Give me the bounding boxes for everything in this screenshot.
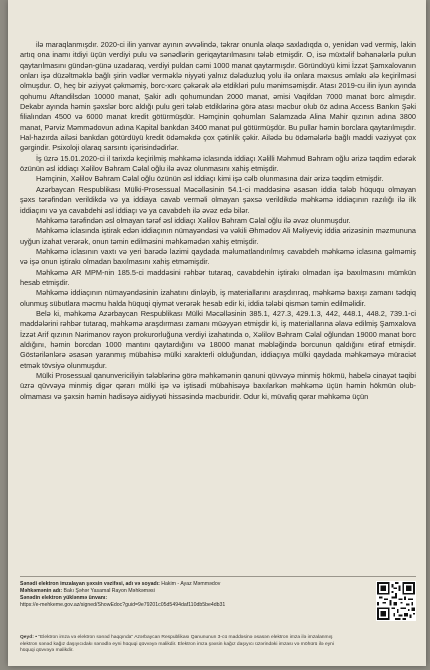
paragraph: Həmçinin, Xəlilov Bəhram Cəlal oğlu özünün əsl iddiaçı kimi işə cəlb olunmasına dair ərizə təqdim etmişdir. [36,174,384,184]
e-signature-footer [20,576,416,665]
paragraph: Məhkəmə tərəfindən əsl olmayan tərəf əsl iddiaçı Xəlilov Bəhram Cəlal oğlu ilə əvəz olunmuşdur. [36,215,351,225]
link-label: Sənədin elektron yüklənmə ünvanı: [20,595,108,601]
signature-meta [20,581,340,609]
paragraph: Azərbaycan Respublikası Mülki-Prosessual Məcəlləsinin 54.1-ci maddəsinə əsasən iddia tələb hüququ olmayan şəxs tərəfindən verildikdə və ya iddiaya cavab verməli olmayan şəxsə verildikdə məhkəmə iddiaçının razılığı ilə ilk iddiaçını və ya cavabdehi əsl iddiaçı və ya cavabdeh ilə əvəz edə bilər. [20,184,416,215]
paragraph: ilə maraqlanmışdır. 2020-ci ilin yanvar ayının əvvəlində, təkrar onunla əlaqə saxladıqda o, yenidən vəd vermiş, lakin artıq ona inamı itdiyi üçün verdiyi pulu və sənədlərin geriqaytarılmasını tələb etmişdir. O, isə müxtəlif bəhanələrlə pulun qaytarılmasını gündən-günə uzadaraq, verdiyi puldan cəmi 1000 manat qaytarmışdır. Göründüyü kimi İzzət Şamxalovanın onları işə düzəltməklə bağlı şirin vədlər verməklə niyyəti yalnız dələduzluq yolu ilə onlara məxsus əmlakı ələ keçirilməsi olmuşdur. O, heç bir əziyyət çəkməmiş, borc-xərc çəkərək ələ etdikləri pulu mənimsəmişdir. Atası 2019-cu ilin iyun ayında qohumu Aftandilsdən 10000 manat, Şakir adlı qohumundan 2000 manat, əmisi Vaqifdən 7000 manat borc almışdır. Dekabr ayında həmin şəxslər borc aldığı pulu geri tələb etdiklərinə görə atası məcbur olub öz adına Access Bankın Şəki filialından 4500 və 6000 manat kredit götürmüşdür. Həmçinin qohumları Salamzadə Alina Mahir qızının adına 3800 manat, Pərviz Məmmədovun adına Kapital bankdan 3400 manat pul götürmüşdür. Bu pullar həmin borclara qaytarılmışdır. Hal-hazırda ailəsi bankdan götürdüyü kredit ödəməkdə çox çətinlik çəkir. Ailədə bu ödəmələrlə bağlı maddi vəziyyət çox gərgindir. Psixoloji olaraq sarsıntı içərisindədirlər. [20,40,416,153]
paragraph: Məhkəmə iddiaçının nümayəndəsinin izahatını dinləyib, iş materiallarını araşdırıraq, məhkəmə baxışı zamanı tədqiq olunmuş sübutlara məcmu halda hüquqi qiymət verərək hesab edir ki, iddia tələbi qismən təmin edilməlidir. [20,288,416,308]
signer-line [20,581,340,588]
bullet-icon: • [35,635,37,640]
signer-value: Hakim - Ayaz Məmmədov [161,581,221,587]
document-body [20,40,416,402]
paragraph: Məhkəmə iclasında iştirak edən iddiaçının nümayəndəsi və vəkili Əhmədov Ali Məliyeviç iddia ərizəsinin məzmununa uyğun izahat verərək, onun təmin edilməsini məhkəmədən xahiş etmişdir. [20,226,416,246]
qr-code-icon [376,581,416,621]
paragraph: Məhkəmə AR MPM-nin 185.5-ci maddəsini rəhbər tutaraq, cavabdehin iştirakı olmadan işə baxılmasını mümkün hesab etmişdir. [20,267,416,287]
link-line [20,595,340,602]
document-link[interactable]: https://e-mehkeme.gov.az/signed/ShowEdoc?guid=9e79201c05d5494daf110db5be4db31 [20,602,226,608]
signer-label: Sənədi elektron imzalayan şəxsin vəzifəsi, adı və soyadı: [20,581,160,587]
court-line [20,588,340,595]
note-text: "Elektron imza və elektron sənəd haqqında" Azərbaycan Respublikası Qanununun 3-cü maddəsinə əsasən elektron imza ilə imzalanmış elektron sənəd kağız daşıyıcıdakı sənədlə eyni hüquqi qüvvəyə malikdir. Elektron imza şəxsin kağız daşıyıcı üzərindəki imzası və möhürü ilə eyni hüquqi qüvvəyə malikdir. [20,635,334,653]
paragraph: İş üzrə 15.01.2020-ci il tarixdə keçirilmiş məhkəmə iclasında iddiaçı Xəlilli Məhmud Bəhram oğlu ərizə təqdim edərək özünün əsl iddiaçı Xəlilov Bəhram Cəlal oğlu ilə əvəz olunmasını xahiş etmişdir. [20,153,416,174]
court-value: Bakı Şəhər Yasamal Rayon Məhkəməsi [63,588,155,594]
note-label: Qeyd: [20,635,34,640]
paragraph: Məhkəmə iclasının vaxtı və yeri barədə lazimi qaydada məlumatlandırılmış cavabdeh məhkəmə iclasına gəlməmiş və işə onun iştirakı olmadan baxılmasını xahiş etməmişdir. [20,246,416,267]
paragraph: Mülki Prosessual qanunvericiliyin tələblərinə görə məhkəmənin qanuni qüvvəyə minmiş hökmü, habelə cinayət təqibi üzrə qüvvəyə minmiş digər qərarı mülki işə və iştisadi mübahisəyə baxılarkən məhkəmə üçün həmin hökmün olub-olmaması və şəxsin həmin hadisəyə aidiyyəti hissəsində məcburidir. Odur ki, müvafiq qərar məhkəmə üçün [20,371,416,401]
legal-note [20,635,350,655]
link-value-line [20,602,340,609]
court-label: Məhkəmənin adı: [20,588,63,594]
paragraph: Belə ki, məhkəmə Azərbaycan Respublikası Mülki Məcəlləsinin 385.1, 427.3, 429.1.3, 442, 448.1, 448.2, 739.1-ci maddələrini rəhbər tutaraq, məhkəmə araşdırması zamanı müəyyən etmişdir ki, iş materiallarına əlavə edilmiş Şamxalova İzzət Arif qızının Nərimanov rayon prokurorluğuna verdiyi izahatında o, Xəlilov Bəhram Cəlal oğlundan 19000 manat borc aldığını, həmin borcdan 1000 mantını qaytardığını və 18000 manat məbləğində borcunun qaldığını etiraf etmişdir. Göstərilənlərə əsasən yaranmış mübahisə mülki xarakterli olduğundan, iddiaçıya mülki qaydada məhkəməyə müraciət etmək tövsiyə olunmuşdur. [20,308,416,370]
document-page [8,0,426,666]
